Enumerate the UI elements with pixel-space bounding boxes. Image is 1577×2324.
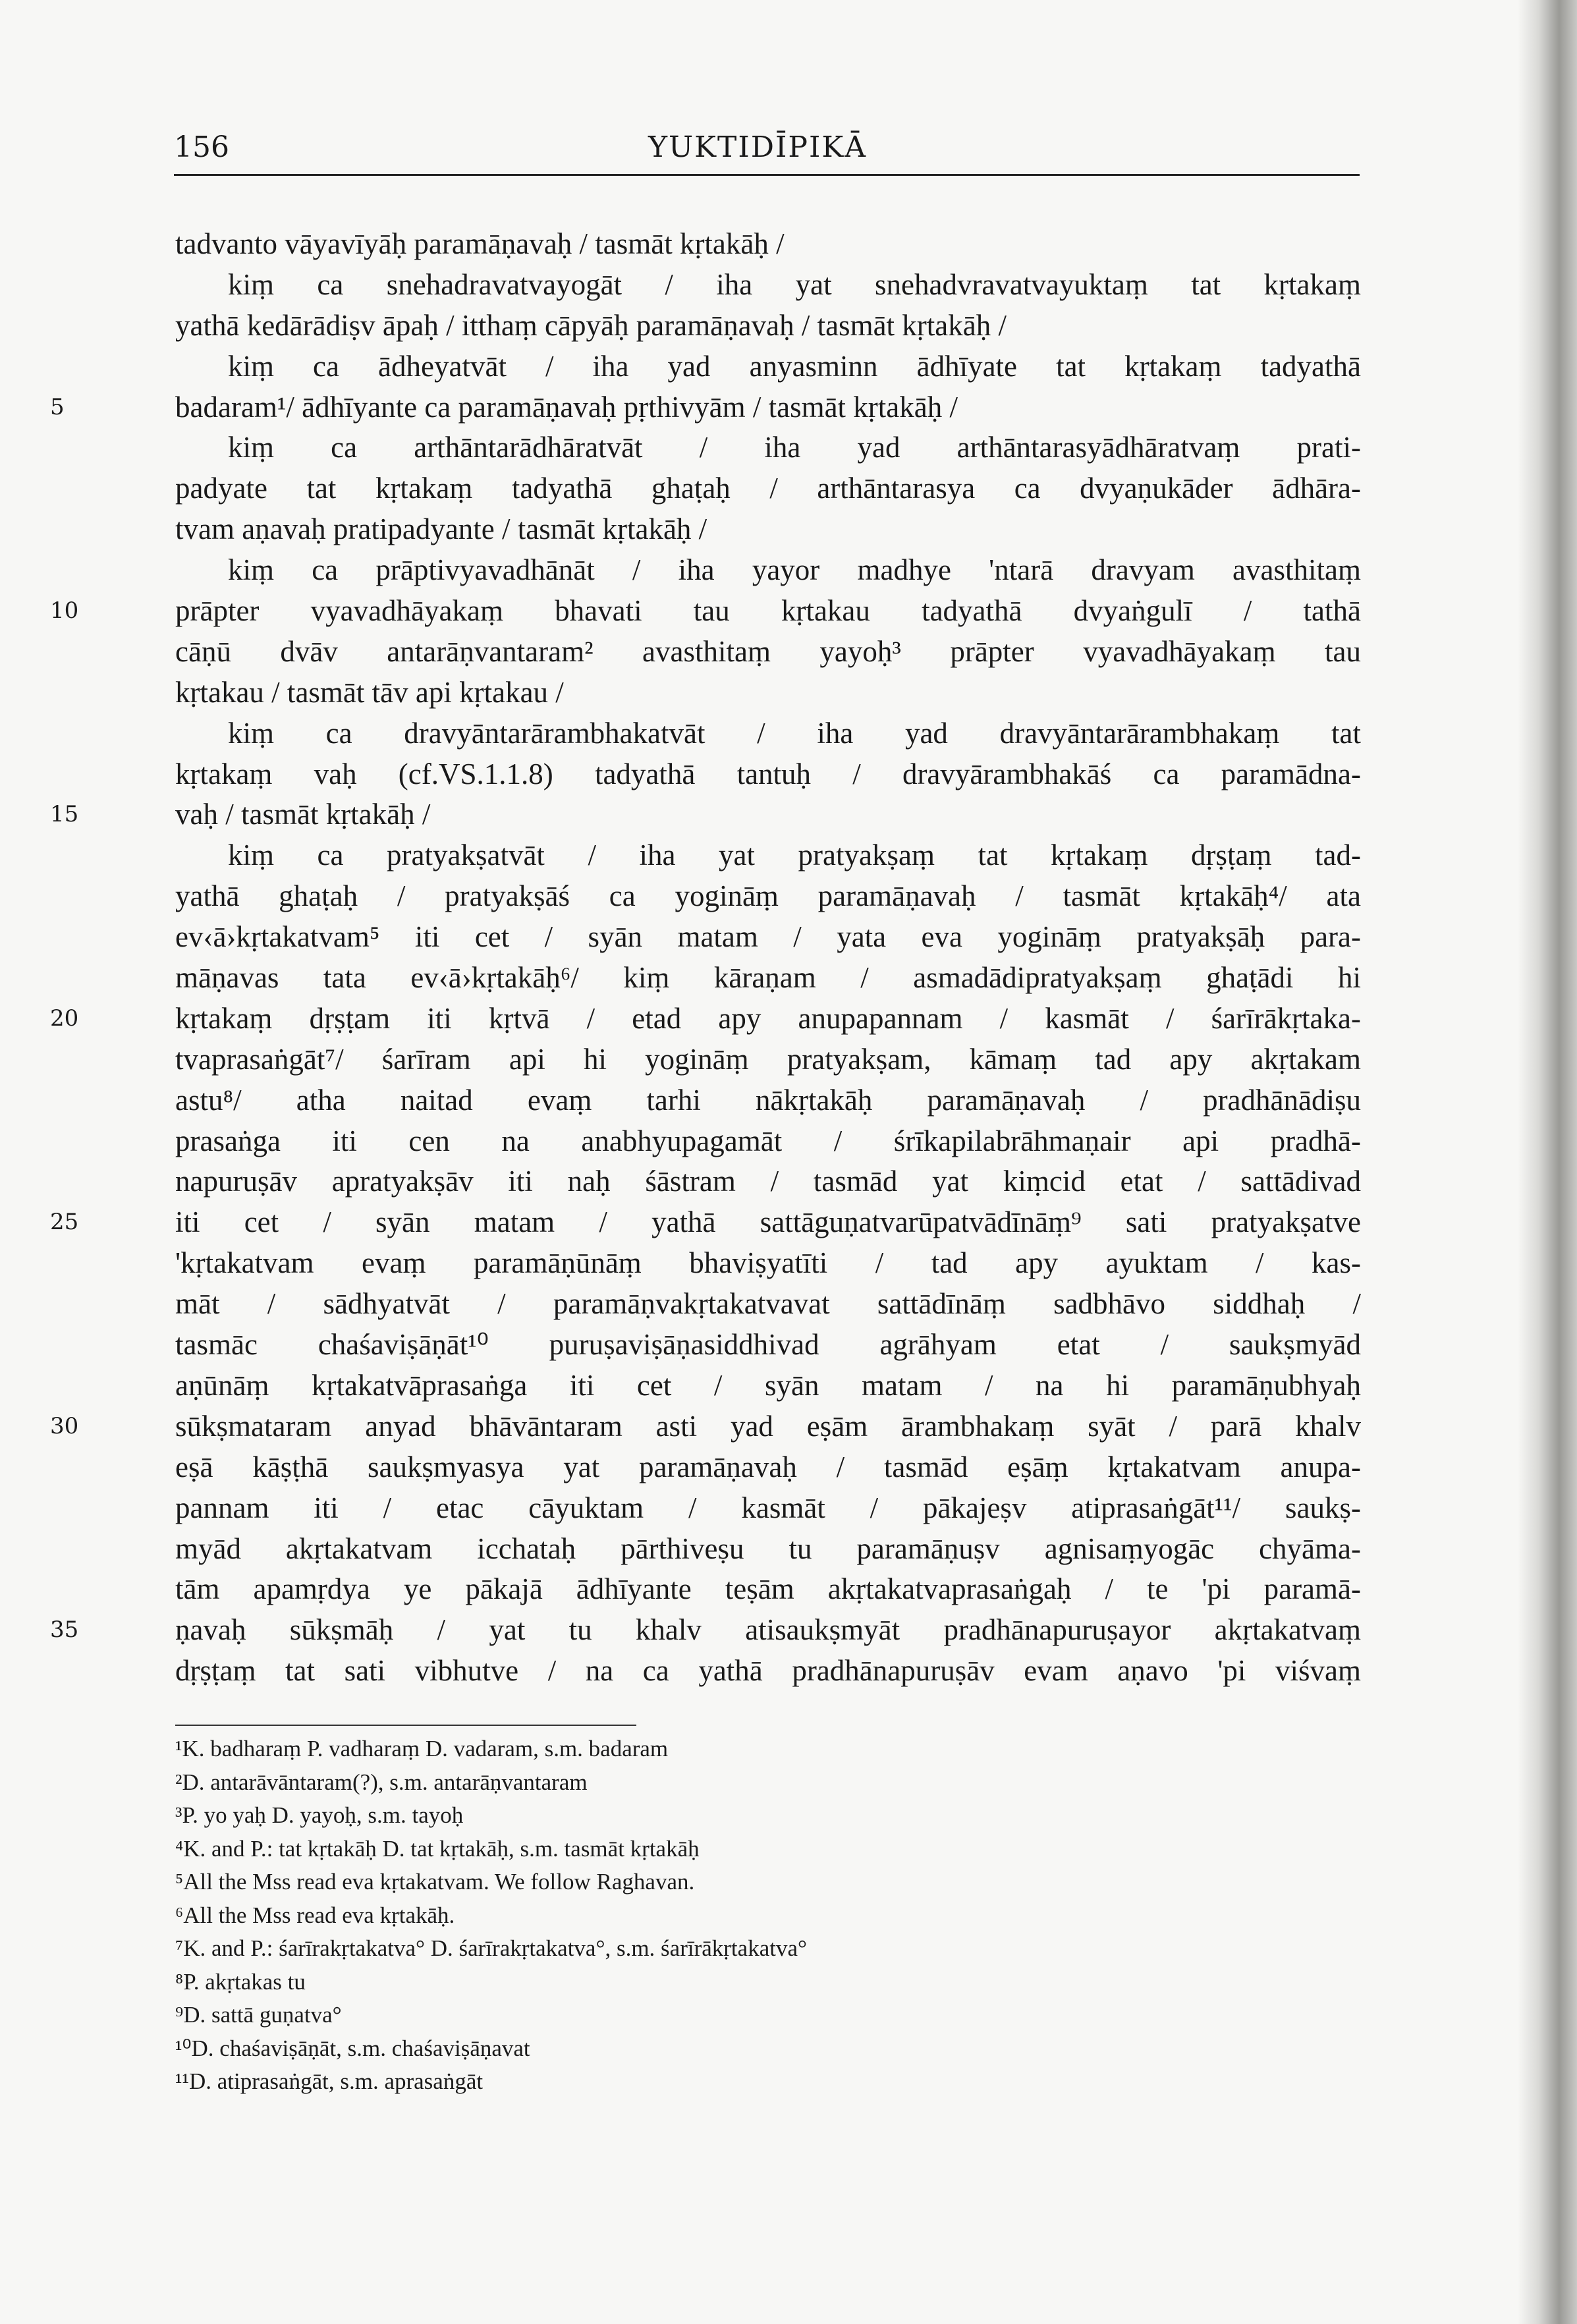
line-number: 10: [50, 597, 79, 624]
text-line: [175, 958, 1361, 999]
text-line-content: tvam aṇavaḥ pratipadyante / tasmāt kṛtakāḥ /: [175, 512, 707, 546]
text-line: [175, 917, 1361, 958]
text-line: [175, 1325, 1361, 1366]
text-line: [175, 509, 1361, 550]
text-line: [175, 428, 1361, 468]
scan-edge-shadow: [1518, 0, 1577, 2324]
text-line-content: astu⁸/ atha naitad evaṃ tarhi nākṛtakāḥ paramāṇavaḥ / pradhānādiṣu: [175, 1083, 1361, 1117]
text-line-content: kṛtakaṃ dṛṣṭam iti kṛtvā / etad apy anupapannam / kasmāt / śarīrākṛtaka-: [175, 1001, 1361, 1035]
page-number: 156: [174, 130, 229, 164]
text-line-content: tām apamṛdya ye pākajā ādhīyante teṣām akṛtakatvaprasaṅgaḥ / te 'pi paramā-: [175, 1572, 1361, 1606]
text-line: [50, 387, 1361, 428]
text-line: [50, 1406, 1361, 1447]
text-line-content: prāpter vyavadhāyakaṃ bhavati tau kṛtakau tadyathā dvyaṅgulī / tathā: [175, 594, 1361, 628]
text-line-content: aṇūnāṃ kṛtakatvāprasaṅga iti cet / syān matam / na hi paramāṇubhyaḥ: [175, 1368, 1361, 1402]
line-number: 30: [50, 1412, 79, 1439]
footnote: ¹¹D. atiprasaṅgāt, s.m. aprasaṅgāt: [175, 2068, 484, 2094]
footnote: ¹K. badharaṃ P. vadharaṃ D. vadaram, s.m. badaram: [175, 1736, 669, 1761]
text-line-content: myād akṛtakatvam icchataḥ pārthiveṣu tu paramāṇuṣv agnisaṃyogāc chyāma-: [175, 1532, 1361, 1565]
text-line: [175, 1161, 1361, 1202]
text-line-content: ṇavaḥ sūkṣmāḥ / yat tu khalv atisaukṣmyāt pradhānapuruṣayor akṛtakatvaṃ: [175, 1613, 1361, 1647]
footnote-divider: [175, 1725, 636, 1726]
text-line-content: kiṃ ca arthāntarādhāratvāt / iha yad arthāntarasyādhāratvaṃ prati-: [228, 431, 1361, 464]
text-line: [50, 999, 1361, 1039]
text-line: [175, 876, 1361, 917]
text-line-content: kiṃ ca dravyāntarārambhakatvāt / iha yad dravyāntarārambhakaṃ tat: [228, 716, 1361, 750]
text-line: [175, 1488, 1361, 1529]
footnote: ⁹D. sattā guṇatva°: [175, 2002, 342, 2028]
text-line: [50, 1610, 1361, 1651]
text-line-content: napuruṣāv apratyakṣāv iti naḥ śāstram / tasmād yat kiṃcid etat / sattādivad: [175, 1165, 1361, 1198]
text-line-content: yathā kedārādiṣv āpaḥ / itthaṃ cāpyāḥ paramāṇavaḥ / tasmāt kṛtakāḥ /: [175, 308, 1007, 342]
text-line-content: tadvanto vāyavīyāḥ paramāṇavaḥ / tasmāt kṛtakāḥ /: [175, 227, 785, 260]
text-line: [175, 224, 1361, 265]
line-number: 25: [50, 1209, 79, 1236]
text-line-content: kṛtakau / tasmāt tāv api kṛtakau /: [175, 675, 564, 709]
text-line-content: tvaprasaṅgāt⁷/ śarīram api hi yogināṃ pratyakṣam, kāmaṃ tad apy akṛtakam: [175, 1042, 1361, 1076]
footnote: ¹⁰D. chaśaviṣāṇāt, s.m. chaśaviṣāṇavat: [175, 2035, 530, 2061]
text-line-content: eṣā kāṣṭhā saukṣmyasya yat paramāṇavaḥ / tasmād eṣāṃ kṛtakatvam anupa-: [175, 1450, 1361, 1483]
text-line-content: kiṃ ca snehadravatvayogāt / iha yat snehadvravatvayuktaṃ tat kṛtakaṃ: [228, 267, 1361, 301]
footnote: ⁴K. and P.: tat kṛtakāḥ D. tat kṛtakāḥ, s.m. tasmāt kṛtakāḥ: [175, 1835, 700, 1862]
text-line: [50, 794, 1361, 835]
text-line-content: kiṃ ca prāptivyavadhānāt / iha yayor madhye 'ntarā dravyam avasthitaṃ: [228, 553, 1361, 587]
text-line: [175, 306, 1361, 346]
text-line-content: kiṃ ca ādheyatvāt / iha yad anyasminn ādhīyate tat kṛtakaṃ tadyathā: [228, 349, 1361, 383]
text-line: [175, 754, 1361, 795]
text-line: [175, 673, 1361, 713]
text-line: [175, 1569, 1361, 1610]
text-line-content: sūkṣmataram anyad bhāvāntaram asti yad eṣām ārambhakaṃ syāt / parā khalv: [175, 1409, 1361, 1443]
page-header: [174, 128, 1360, 176]
footnote: ³P. yo yaḥ D. yayoḥ, s.m. tayoḥ: [175, 1802, 464, 1828]
text-line-content: cāṇū dvāv antarāṇvantaram² avasthitaṃ yayoḥ³ prāpter vyavadhāyakaṃ tau: [175, 634, 1361, 668]
text-line: [175, 835, 1361, 876]
text-line: [175, 1284, 1361, 1325]
text-line: [175, 1039, 1361, 1080]
text-line: [175, 1529, 1361, 1570]
footnote: ²D. antarāvāntaram(?), s.m. antarāṇvantaram: [175, 1769, 588, 1795]
text-line-content: badaram¹/ ādhīyante ca paramāṇavaḥ pṛthivyām / tasmāt kṛtakāḥ /: [175, 390, 958, 424]
text-line-content: tasmāc chaśaviṣāṇāt¹⁰ puruṣaviṣāṇasiddhivad agrāhyam etat / saukṣmyād: [175, 1328, 1361, 1362]
text-line: [175, 1121, 1361, 1162]
text-line: [175, 346, 1361, 387]
footnotes: [175, 1732, 1229, 2099]
text-line-content: kṛtakaṃ vaḥ (cf.VS.1.1.8) tadyathā tantuḥ / dravyārambhakāś ca paramādna-: [175, 757, 1361, 790]
text-line: [175, 1366, 1361, 1406]
footnote: ⁷K. and P.: śarīrakṛtakatva° D. śarīrakṛtakatva°, s.m. śarīrākṛtakatva°: [175, 1935, 807, 1961]
text-line: [50, 591, 1361, 632]
text-line-content: ev‹ā›kṛtakatvam⁵ iti cet / syān matam / yata eva yogināṃ pratyakṣāḥ para-: [175, 920, 1361, 954]
line-number: 15: [50, 801, 79, 828]
text-line-content: vaḥ / tasmāt kṛtakāḥ /: [175, 798, 431, 831]
text-line: [175, 1651, 1361, 1692]
text-line-content: 'kṛtakatvam evaṃ paramāṇūnāṃ bhaviṣyatīti / tad apy ayuktam / kas-: [175, 1246, 1361, 1280]
text-line-content: yathā ghaṭaḥ / pratyakṣāś ca yogināṃ paramāṇavaḥ / tasmāt kṛtakāḥ⁴/ ata: [175, 879, 1361, 913]
text-line: [50, 1202, 1361, 1243]
main-text: [50, 224, 1361, 1692]
text-line: [175, 1447, 1361, 1488]
footnote: ⁶All the Mss read eva kṛtakāḥ.: [175, 1902, 455, 1928]
running-title: YUKTIDĪPIKĀ: [648, 130, 868, 164]
text-line: [175, 1080, 1361, 1121]
text-line-content: māt / sādhyatvāt / paramāṇvakṛtakatvavat sattādīnāṃ sadbhāvo siddhaḥ /: [175, 1287, 1361, 1321]
text-line-content: dṛṣṭaṃ tat sati vibhutve / na ca yathā pradhānapuruṣāv evam aṇavo 'pi viśvaṃ: [175, 1654, 1361, 1688]
footnote: ⁵All the Mss read eva kṛtakatvam. We follow Raghavan.: [175, 1869, 695, 1895]
text-line: [175, 468, 1361, 509]
text-line: [175, 265, 1361, 306]
text-line: [175, 1243, 1361, 1284]
line-number: 5: [50, 393, 65, 420]
text-line: [175, 632, 1361, 673]
line-number: 20: [50, 1005, 79, 1032]
footnote: ⁸P. akṛtakas tu: [175, 1968, 306, 1995]
text-line-content: iti cet / syān matam / yathā sattāguṇatvarūpatvādīnāṃ⁹ sati pratyakṣatve: [175, 1205, 1361, 1239]
text-line: [175, 550, 1361, 591]
text-line: [175, 713, 1361, 754]
line-number: 35: [50, 1617, 79, 1644]
text-line-content: māṇavas tata ev‹ā›kṛtakāḥ⁶/ kiṃ kāraṇam / asmadādipratyakṣaṃ ghaṭādi hi: [175, 961, 1361, 995]
text-line-content: prasaṅga iti cen na anabhyupagamāt / śrīkapilabrāhmaṇair api pradhā-: [175, 1124, 1361, 1157]
text-line-content: pannam iti / etac cāyuktam / kasmāt / pākajeṣv atiprasaṅgāt¹¹/ saukṣ-: [175, 1491, 1361, 1524]
text-line-content: kiṃ ca pratyakṣatvāt / iha yat pratyakṣaṃ tat kṛtakaṃ dṛṣṭaṃ tad-: [228, 839, 1361, 872]
text-line-content: padyate tat kṛtakaṃ tadyathā ghaṭaḥ / arthāntarasya ca dvyaṇukāder ādhāra-: [175, 472, 1361, 505]
